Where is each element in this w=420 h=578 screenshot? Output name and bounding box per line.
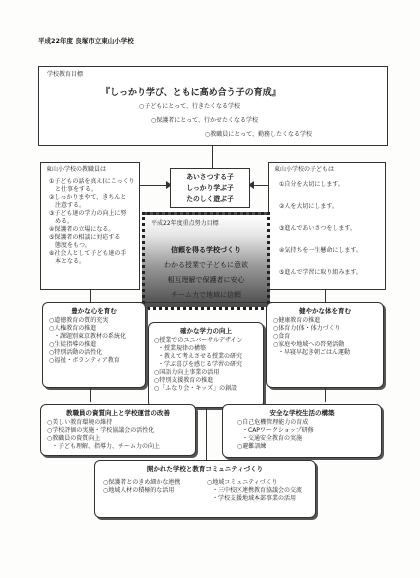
page-title: 平成22年度 良塚市立東山小学校 [38, 37, 134, 45]
safety-item: ・CAPワークショップ研修 [242, 427, 314, 434]
academic-list [154, 337, 243, 393]
staff-item: ・子ども理解、指導力、チーム力の向上 [52, 443, 161, 450]
health-box [266, 302, 384, 388]
focus-goal-box [142, 212, 270, 310]
academic-box [148, 322, 264, 408]
teacher-item: ③子ども達の学力の向上に努 [49, 210, 127, 217]
health-item: ・早寝早起き朝ごはん運動 [278, 349, 351, 356]
focus-goal-title: 信頼を得る学校づくり [171, 246, 241, 254]
heart-list [49, 317, 126, 365]
safety-item: ○自己危機管理能力の育成 [237, 419, 309, 426]
focus-goal-line-3: チーム力で地域に信頼 [171, 291, 241, 299]
community-item: ○地域コミュニティづくり [207, 479, 278, 486]
safety-item: ・交通安全教育の実施 [242, 435, 303, 442]
teacher-item: ⑥社会人として子ども達の手 [49, 250, 127, 257]
focus-goal-line-2: 相互理解で保護者に安心 [167, 276, 245, 284]
teacher-item: ④保護者の立場になる。 [49, 226, 115, 233]
teacher-item: ①子どもの話を真え(にこっくり [49, 178, 135, 185]
child-ideal-box [268, 162, 386, 290]
teacher-item: ⑤保護者の相談に対応する [49, 234, 121, 241]
community-item: ○地域人材の積極的な活用 [103, 487, 175, 494]
heart-item: ・課題別東京教材の系統化 [54, 333, 127, 340]
academic-item: ・教えて考えさせる授業の研究 [158, 353, 243, 360]
staff-item: ○学校評価の実施・学校協議会の活性化 [47, 427, 155, 434]
staff-title: 教職員の資質向上と学校運営の改善 [66, 409, 170, 417]
staff-list [47, 419, 160, 451]
teacher-item: 本となる。 [55, 258, 86, 265]
staff-item: ○教職員の資質向上 [47, 435, 101, 442]
school-goal-box [38, 66, 388, 146]
health-title: 健やかな体を育む [299, 307, 351, 315]
connector [325, 388, 326, 402]
community-item: ・学校支援地域本部事業の活用 [212, 495, 297, 502]
safety-item: ○避難訓練 [237, 443, 267, 450]
goal-item-3: ○教職員にとって、勤務したくなる学校 [205, 131, 312, 138]
safety-title: 安全な学校生活の構築 [269, 409, 335, 417]
heart-item: ○生徒指導の推進 [49, 341, 97, 348]
safety-box [222, 404, 382, 458]
community-title: 開かれた学校と教育コミュニティづくり [146, 465, 264, 473]
child-ideal-title: 東山小学校の子どもは [274, 166, 335, 173]
health-item: ○健康教育の推進 [273, 317, 321, 324]
child-item: ②人を大切にします。 [279, 203, 338, 210]
teacher-item: 態度をもつ。 [55, 242, 91, 249]
school-goal-main: 『しっかり学び、ともに高め合う子の育成』 [101, 88, 281, 98]
child-item: ⑤進んで学習に取り組みます。 [279, 269, 362, 276]
teacher-ideal-box [40, 162, 140, 290]
heart-item: ○道徳教育の質的充実 [49, 317, 109, 324]
connector [90, 290, 91, 302]
heart-item: ○福祉・ボランティア教育 [49, 357, 120, 364]
staff-box [40, 404, 196, 456]
child-item: ①自分を大切にします。 [279, 181, 344, 188]
teacher-item: 注意する。 [55, 202, 86, 209]
connector [206, 408, 207, 460]
community-box [94, 460, 316, 518]
slogan-line: あいさつする子 [186, 173, 234, 181]
slogan-box [170, 168, 250, 208]
academic-item: ○「ふなり会・キッズ」の創設 [154, 385, 238, 392]
focus-goal-label: 平成22年度重点努力目標 [151, 220, 219, 227]
slogan-line: しっかり学ぶ子 [186, 184, 234, 192]
child-ideal-list [279, 181, 362, 277]
focus-goal-line-1: わかる授業で子どもに意欲 [164, 261, 248, 269]
health-item: ○体育力(体・体力づくり [273, 325, 341, 332]
safety-list [237, 419, 314, 451]
child-item: ④気持ちを一生懸命にします。 [279, 247, 362, 254]
heart-item: ○特別活動の活性化 [49, 349, 103, 356]
teacher-item: ②しっかりまやて、きちんと [49, 194, 127, 201]
goal-item-2: ○保護者にとって、行かせたくなる学校 [151, 117, 258, 124]
health-item: ○家庭や地域への啓発活動 [273, 341, 345, 348]
teacher-ideal-list [49, 178, 135, 266]
connector [325, 290, 326, 302]
community-left-list [103, 479, 180, 495]
slogan-line: たのしく遊ぶ子 [186, 195, 234, 203]
staff-item: ○美しい教育環境の維持 [47, 419, 113, 426]
academic-item: ○国語力向上事業の活用 [154, 369, 220, 376]
community-item: ・三中校区連携教育協議会の交流 [212, 487, 303, 494]
connector [90, 388, 91, 402]
heart-title: 豊かな心を育む [71, 307, 117, 315]
health-list [273, 317, 350, 357]
heart-item: ○人権教育の推進 [49, 325, 97, 332]
school-goal-label: 学校教育目標 [47, 71, 84, 78]
academic-item: ○特別支援教育の推進 [154, 377, 214, 384]
academic-title: 確かな学力の向上 [180, 327, 232, 335]
academic-item: ○授業でのユニバーサルデザイン [154, 337, 243, 344]
academic-item: ・授業規律の構築 [158, 345, 207, 352]
health-item: ○食育 [273, 333, 291, 340]
teacher-item: と仕事をする。 [55, 186, 98, 193]
community-right-list [207, 479, 302, 503]
teacher-ideal-title: 東山小学校の教職員は [46, 166, 107, 173]
child-item: ③進んであいさつをします。 [279, 225, 356, 232]
community-item: ○保護者とのきめ細かな連携 [103, 479, 181, 486]
academic-item: ・学ぶ喜びを感じる学習の研究 [158, 361, 243, 368]
teacher-item: める。 [55, 218, 74, 225]
goal-item-1: ○子どもにとって、行きたくなる学校 [139, 103, 240, 110]
heart-box [42, 302, 146, 388]
connector [212, 146, 213, 168]
